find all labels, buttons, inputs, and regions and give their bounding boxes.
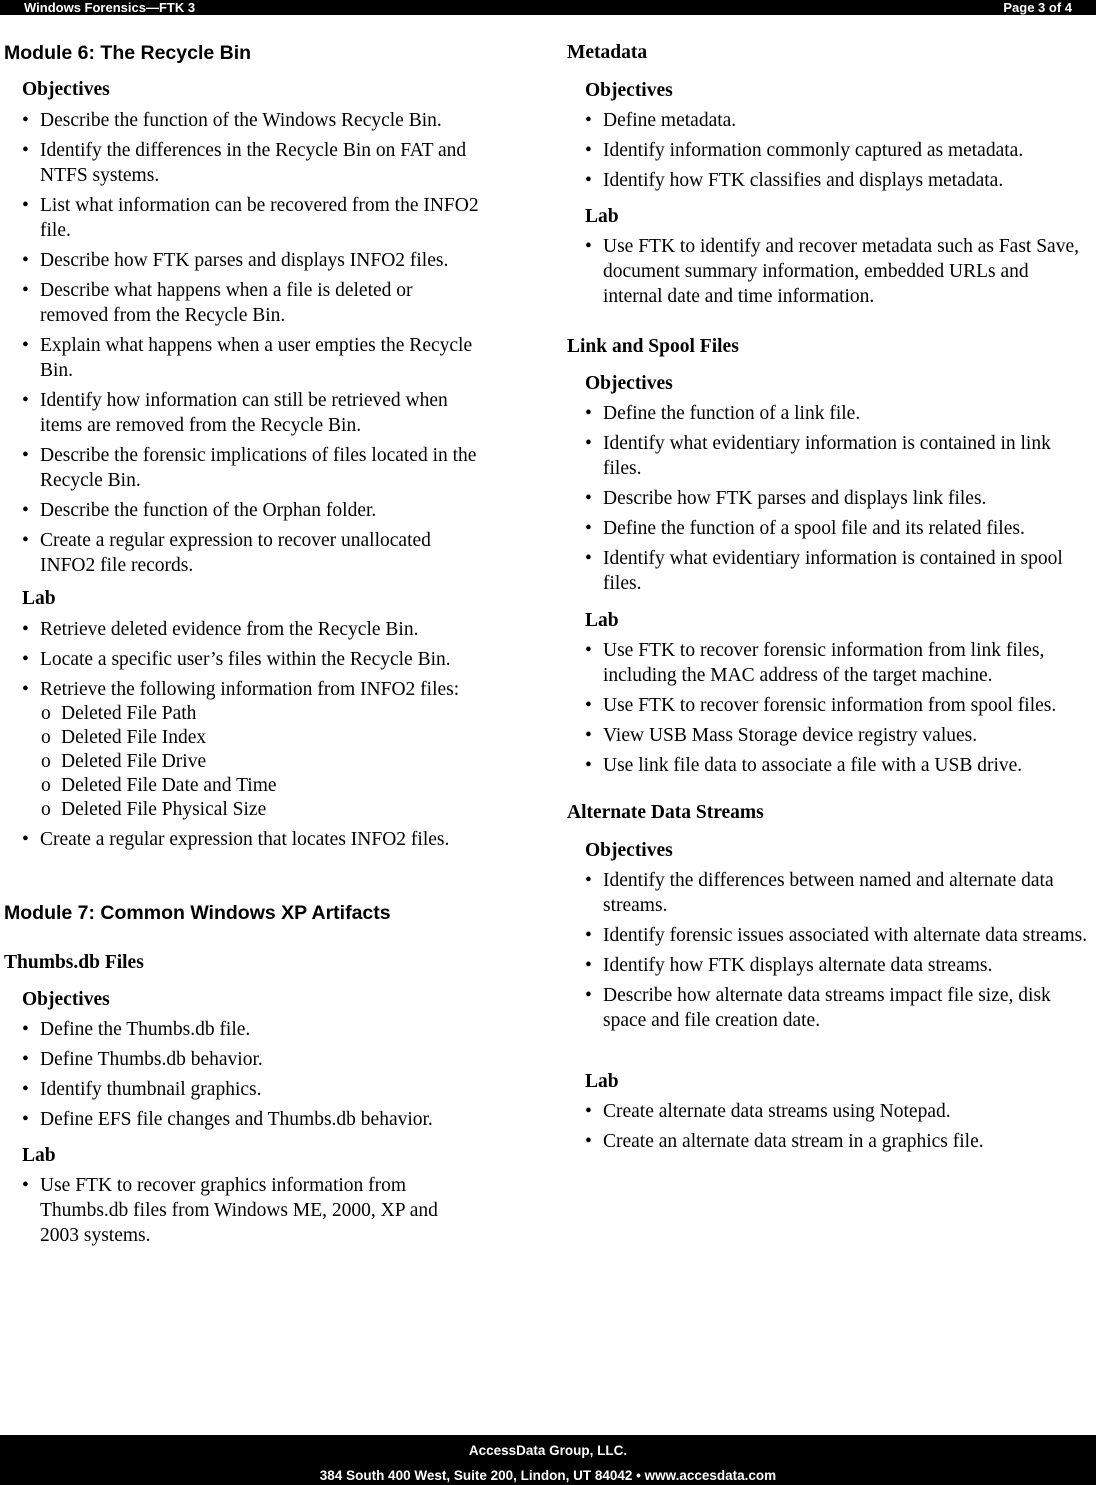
list-item: • Define metadata. [585,108,1085,133]
list-item: • Describe what happens when a file is deleted or removed from the Recycle Bin. [22,278,482,328]
module-6-lab-heading: Lab [22,588,56,609]
list-item: • Describe the function of the Windows Recycle Bin. [22,108,482,133]
list-item [22,677,502,822]
sub-list-item: o Deleted File Path [40,702,502,726]
list-item: • Describe how FTK parses and displays INFO2 files. [22,248,482,273]
list-item: • Define the function of a spool file and its related files. [585,516,1085,541]
ads-objectives-list [585,868,1090,1038]
list-item: • Explain what happens when a user empties the Recycle Bin. [22,333,482,383]
ads-section-title: Alternate Data Streams [567,802,764,823]
list-item: • Create alternate data streams using Notepad. [585,1099,1085,1124]
list-item: • Define Thumbs.db behavior. [22,1047,492,1072]
page-footer [0,1435,1096,1485]
list-item: • Define the function of a link file. [585,401,1085,426]
list-item: • Identify how information can still be retrieved when items are removed from the Recycle Bin. [22,388,482,438]
sub-list-item: o Deleted File Physical Size [40,798,502,822]
list-item: • Identify information commonly captured as metadata. [585,138,1085,163]
list-item: • Identify what evidentiary information is contained in link files. [585,431,1085,481]
module-7-title: Module 7: Common Windows XP Artifacts [4,902,391,924]
module-6-objectives-heading: Objectives [22,79,110,100]
header-title: Windows Forensics—FTK 3 [24,0,196,15]
metadata-objectives-list [585,108,1085,198]
page-number: Page 3 of 4 [1003,0,1072,15]
list-item: • List what information can be recovered from the INFO2 file. [22,193,482,243]
list-item: • View USB Mass Storage device registry values. [585,723,1095,748]
list-item: • Create a regular expression to recover unallocated INFO2 file records. [22,528,482,578]
sub-list-item: o Deleted File Index [40,726,502,750]
metadata-lab-list [585,234,1080,314]
list-item: • Create a regular expression that locates INFO2 files. [22,827,502,852]
list-item: • Describe how alternate data streams impact file size, disk space and file creation date. [585,983,1090,1033]
thumbs-section-title: Thumbs.db Files [4,952,144,973]
list-item: • Identify how FTK displays alternate data streams. [585,953,1090,978]
module-6-title: Module 6: The Recycle Bin [4,42,252,64]
list-item: • Define EFS file changes and Thumbs.db behavior. [22,1107,492,1132]
list-item: • Identify the differences between named and alternate data streams. [585,868,1090,918]
link-lab-heading: Lab [585,610,619,631]
list-item: • Identify what evidentiary information is contained in spool files. [585,546,1085,596]
list-item: • Define the Thumbs.db file. [22,1017,492,1042]
list-item: • Describe the forensic implications of files located in the Recycle Bin. [22,443,482,493]
ads-lab-heading: Lab [585,1071,619,1092]
metadata-objectives-heading: Objectives [585,80,673,101]
link-section-title: Link and Spool Files [567,336,739,357]
info2-sublist [40,702,502,822]
list-item: • Identify how FTK classifies and displays metadata. [585,168,1085,193]
thumbs-objectives-heading: Objectives [22,989,110,1010]
metadata-section-title: Metadata [567,42,648,63]
link-lab-list [585,638,1095,783]
ads-objectives-heading: Objectives [585,840,673,861]
list-item: • Identify the differences in the Recycle Bin on FAT and NTFS systems. [22,138,482,188]
list-item: • Locate a specific user’s files within the Recycle Bin. [22,647,502,672]
ads-lab-list [585,1099,1085,1159]
list-item: • Describe how FTK parses and displays link files. [585,486,1085,511]
thumbs-objectives-list [22,1017,492,1137]
list-item: • Use FTK to recover graphics information from Thumbs.db files from Windows ME, 2000, XP and 2003 systems. [22,1173,472,1248]
sub-list-item: o Deleted File Drive [40,750,502,774]
module-6-objectives-list [22,108,482,583]
list-item: • Use FTK to identify and recover metadata such as Fast Save, document summary information, embedded URLs and internal date and time information. [585,234,1080,309]
footer-company: AccessData Group, LLC. [468,1443,628,1458]
thumbs-lab-heading: Lab [22,1145,56,1166]
thumbs-lab-list [22,1173,472,1253]
sub-list-item: o Deleted File Date and Time [40,774,502,798]
list-item: • Use FTK to recover forensic information from spool files. [585,693,1095,718]
info2-intro: Retrieve the following information from INFO2 files: [40,679,460,700]
list-item: • Identify thumbnail graphics. [22,1077,492,1102]
metadata-lab-heading: Lab [585,206,619,227]
list-item: • Identify forensic issues associated with alternate data streams. [585,923,1090,948]
footer-address: 384 South 400 West, Suite 200, Lindon, UT 84042 • www.accesdata.com [319,1468,777,1483]
list-item: • Describe the function of the Orphan folder. [22,498,482,523]
list-item: • Retrieve deleted evidence from the Recycle Bin. [22,617,502,642]
link-objectives-heading: Objectives [585,373,673,394]
link-objectives-list [585,401,1085,601]
list-item: • Use FTK to recover forensic information from link files, including the MAC address of the target machine. [585,638,1095,688]
list-item: • Create an alternate data stream in a graphics file. [585,1129,1085,1154]
list-item: • Use link file data to associate a file with a USB drive. [585,753,1095,778]
module-6-lab-list [22,617,502,857]
page-header [0,0,1096,15]
